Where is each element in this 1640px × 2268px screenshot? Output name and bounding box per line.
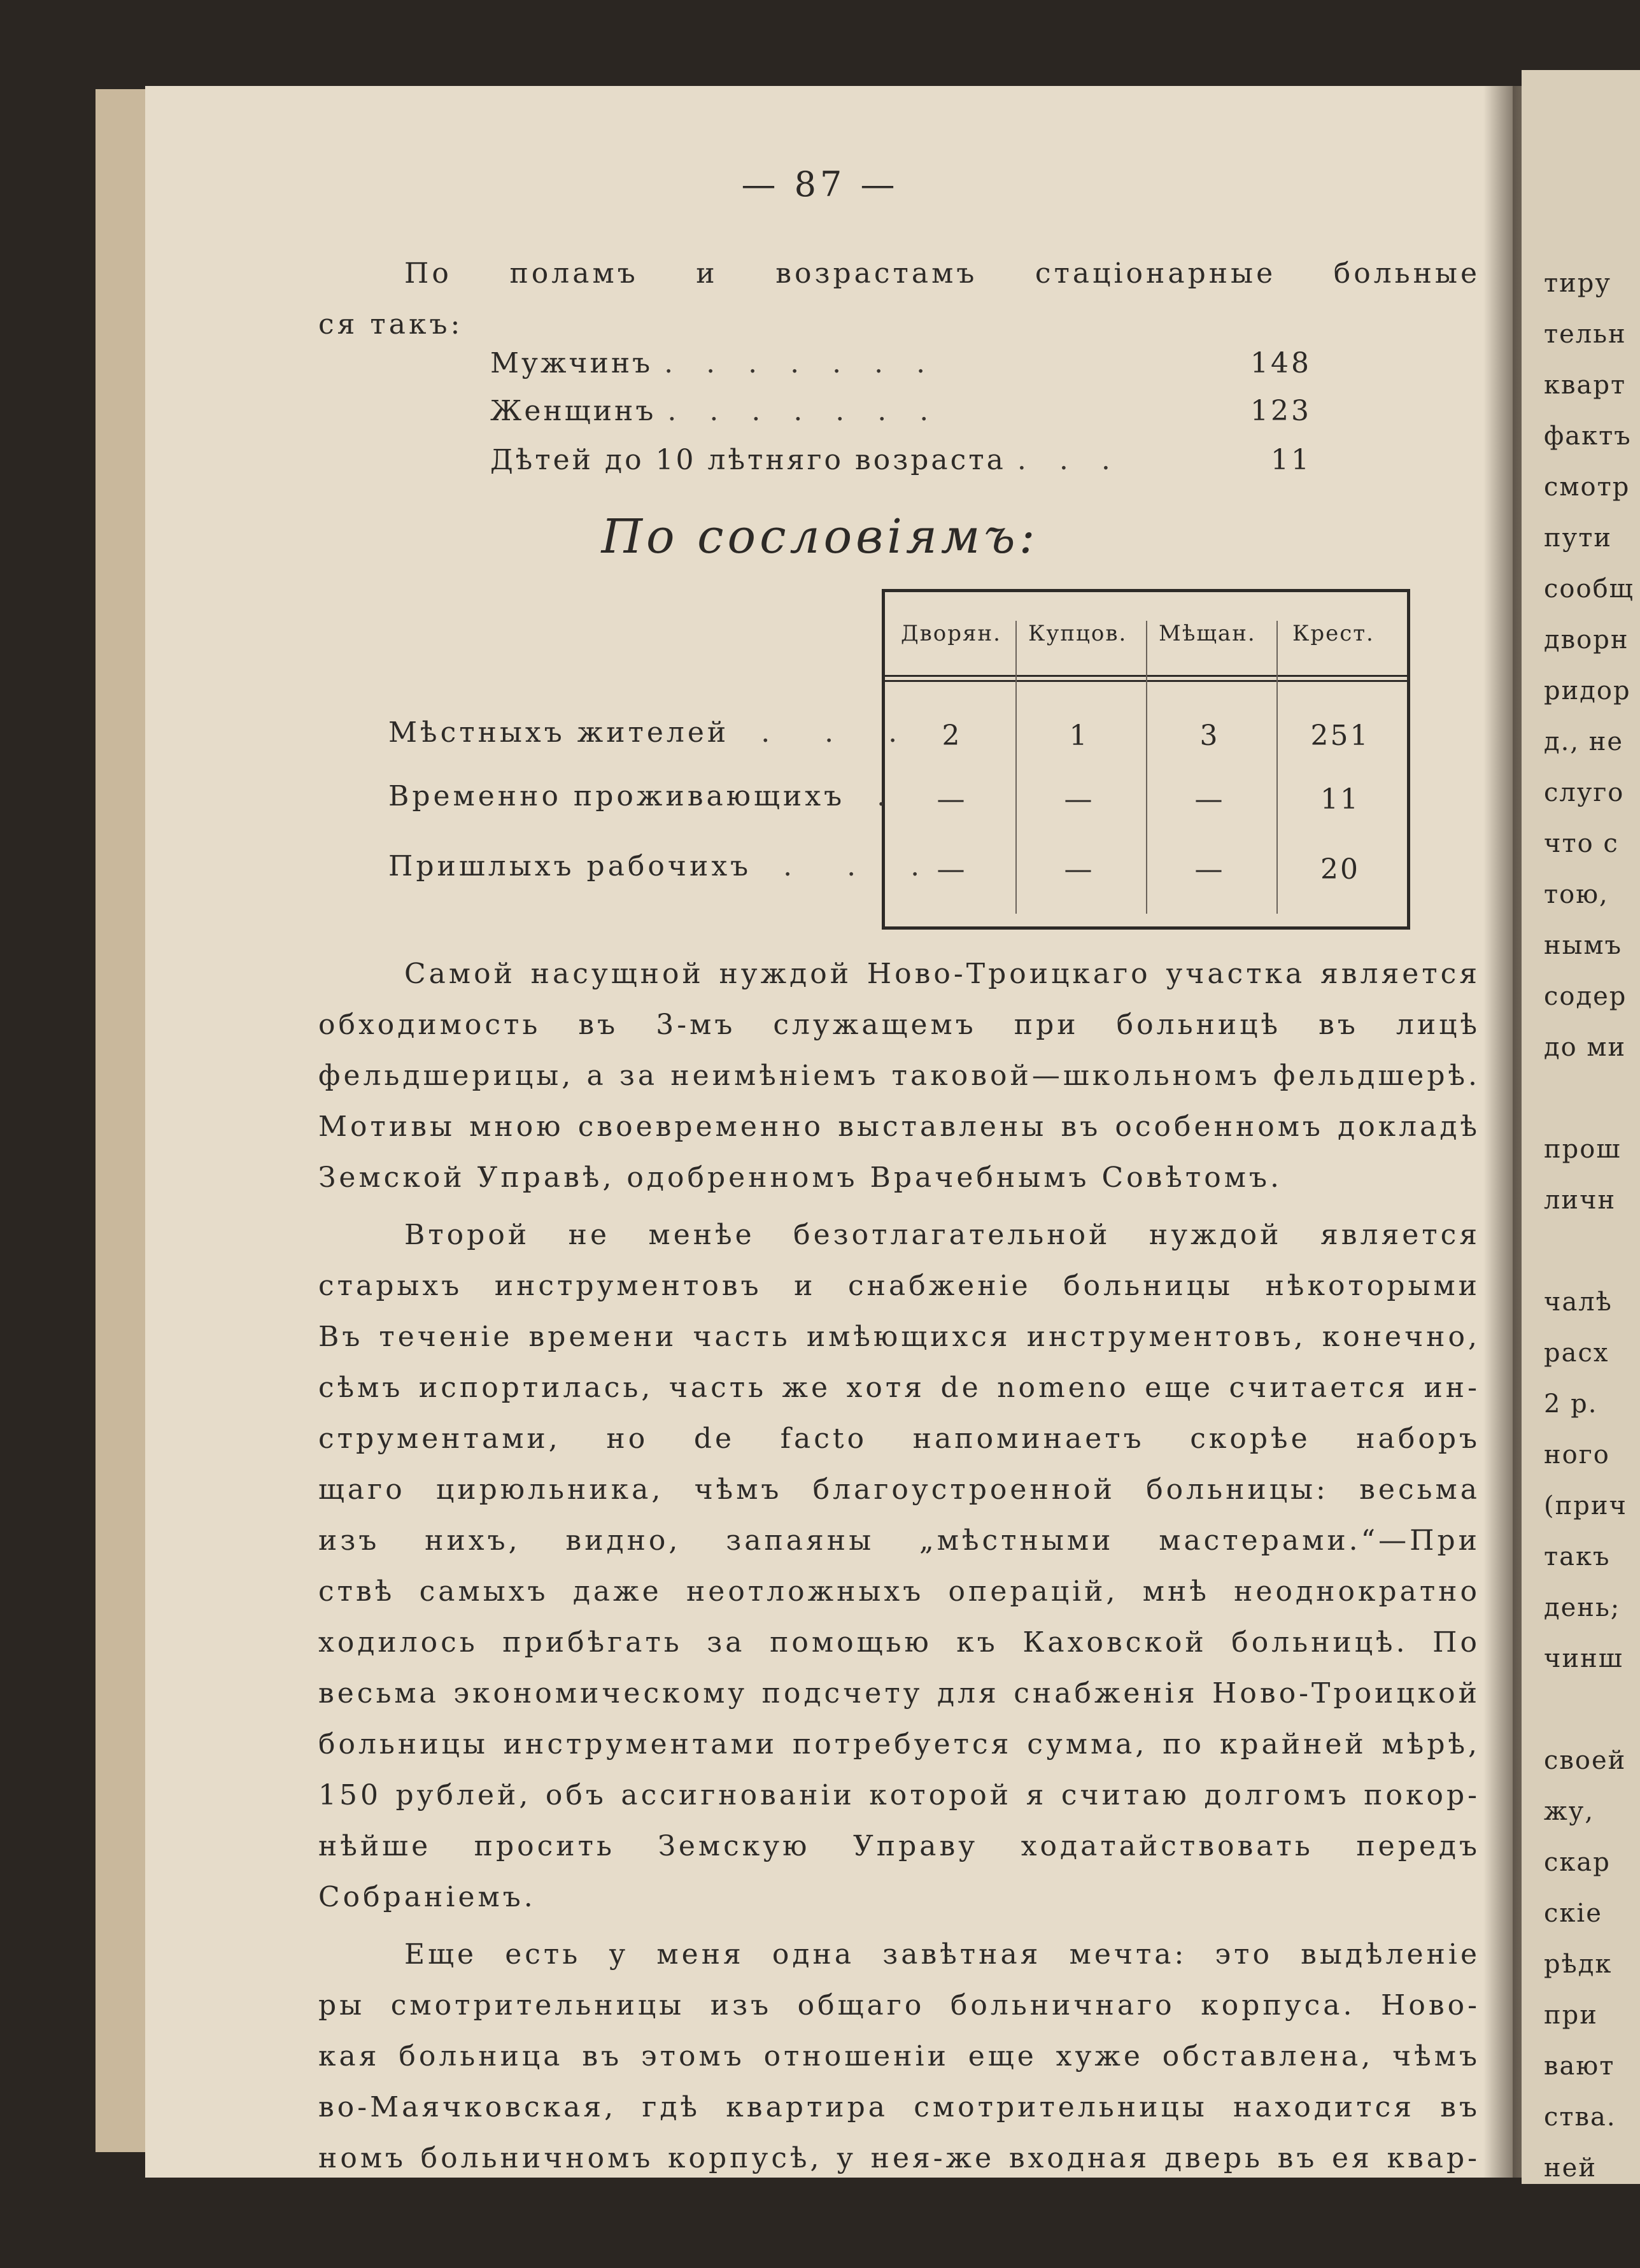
stats-value: 11: [1271, 444, 1311, 476]
paragraph-text: старыхъ инструментовъ и снабженіе больницы нѣкоторыми: [318, 1270, 1480, 1302]
paragraph-text: сѣмъ испортилась, часть же хотя de nomeno еще считается ин-: [318, 1371, 1480, 1404]
table-header: Крест.: [1292, 621, 1375, 646]
table-cell: —: [1194, 853, 1225, 886]
leader-dots: .......: [664, 347, 959, 379]
table-cell: —: [1194, 783, 1225, 816]
paragraph-text: щаго цирюльника, чѣмъ благоустроенной больницы: весьма: [318, 1473, 1480, 1506]
intro-line: [404, 248, 1480, 299]
section-heading: По сословіямъ:: [601, 509, 1039, 564]
paragraph-text: Второй не менѣе безотлагательной нуждой является: [404, 1219, 1480, 1251]
facing-page-fragment: жу,: [1544, 1797, 1595, 1826]
row-label-text: Временно проживающихъ: [388, 780, 845, 812]
facing-page-fragment: чинш: [1544, 1644, 1623, 1673]
facing-page-fragment: содер: [1544, 982, 1627, 1011]
facing-page-fragment: ридор: [1544, 676, 1631, 705]
facing-page-fragment: фактъ: [1544, 422, 1632, 451]
paragraph-line: [404, 1210, 1480, 1261]
facing-page-fragment: день;: [1544, 1593, 1621, 1622]
facing-page-fragment: чалѣ: [1544, 1287, 1613, 1317]
paragraph-line: [318, 1668, 1480, 1719]
facing-page-fragment: скар: [1544, 1848, 1611, 1877]
table-header: Дворян.: [901, 621, 1001, 646]
paragraph-text: Мотивы мною своевременно выставлены въ особенномъ докладѣ: [318, 1110, 1480, 1143]
facing-page-fragment: до ми: [1544, 1033, 1627, 1062]
book-edge: [95, 89, 146, 2152]
facing-page-fragment: нымъ: [1544, 931, 1623, 960]
table-header: Купцов.: [1028, 621, 1128, 646]
paragraph-line: [318, 1414, 1480, 1464]
table-cell: —: [1064, 783, 1094, 816]
paragraph-line: [318, 2133, 1480, 2184]
table-column-rule: [1015, 621, 1017, 914]
intro-line: ся такъ:: [318, 308, 463, 341]
paragraph-line: Собраніемъ.: [318, 1881, 536, 1913]
stats-label: Женщинъ: [490, 395, 656, 427]
facing-page-fragment: что с: [1544, 829, 1619, 858]
facing-page-fragment: личн: [1544, 1186, 1616, 1215]
paragraph-line: [318, 1051, 1480, 1102]
facing-page-fragment: сообщ: [1544, 574, 1634, 604]
table-cell: 1: [1069, 719, 1089, 752]
table-row-label: [388, 780, 908, 812]
paragraph-text: весьма экономическому подсчету для снабженія Ново-Троицкой: [318, 1677, 1480, 1710]
facing-page-fragment: кварт: [1544, 371, 1627, 400]
facing-page-fragment: тиру: [1544, 269, 1611, 298]
stats-label: Мужчинъ: [490, 347, 653, 379]
page-gutter-shadow: [1483, 86, 1522, 2178]
table-cell: 251: [1310, 719, 1370, 752]
table-column-rule: [1146, 621, 1147, 914]
leader-dots: . . .: [729, 716, 921, 749]
paragraph-line: [404, 949, 1480, 1000]
paragraph-line: [318, 1617, 1480, 1668]
facing-page-fragment: расх: [1544, 1338, 1609, 1368]
table-cell: —: [937, 853, 967, 886]
paragraph-line: [318, 1515, 1480, 1566]
table-row-label: [388, 716, 920, 749]
facing-page-fragment: ней: [1544, 2153, 1597, 2183]
facing-page-fragment: тельн: [1544, 320, 1627, 349]
table-cell: 11: [1320, 783, 1360, 816]
facing-page-fragment: ного: [1544, 1440, 1610, 1470]
paragraph-line: [318, 1261, 1480, 1312]
page-number: — 87 —: [741, 164, 899, 204]
paragraph-line: [318, 1363, 1480, 1414]
paragraph-text: изъ нихъ, видно, запаяны „мѣстными мастерами.“—При: [318, 1524, 1480, 1557]
paragraph-text: Въ теченіе времени часть имѣющихся инструментовъ, конечно,: [318, 1321, 1480, 1353]
facing-page-fragment: рѣдк: [1544, 1950, 1613, 1979]
facing-page-fragment: при: [1544, 2001, 1598, 2030]
paragraph-text: нѣйше просить Земскую Управу ходатайствовать передъ: [318, 1830, 1480, 1862]
stats-label: Дѣтей до 10 лѣтняго возраста: [490, 444, 1006, 476]
facing-page-fragment: ства.: [1544, 2102, 1616, 2132]
paragraph-text: во-Маячковская, гдѣ квартира смотрительницы находится въ: [318, 2091, 1480, 2123]
facing-page-fragment: скіе: [1544, 1899, 1602, 1928]
paragraph-text: Еще есть у меня одна завѣтная мечта: это выдѣленіе: [404, 1938, 1480, 1971]
stats-row: [490, 347, 1311, 379]
facing-page-fragment: такъ: [1544, 1542, 1611, 1571]
intro-text: По поламъ и возрастамъ стаціонарные больные: [404, 257, 1480, 290]
stats-row: [490, 444, 1311, 476]
leader-dots: . . .: [751, 850, 943, 882]
table-header: Мѣщан.: [1159, 621, 1256, 646]
facing-page-fragment: слуго: [1544, 778, 1625, 807]
table-cell: —: [1064, 853, 1094, 886]
facing-page-fragment: дворн: [1544, 625, 1629, 655]
paragraph-text: 150 рублей, объ ассигнованіи которой я считаю долгомъ покор-: [318, 1779, 1480, 1811]
table-column-rule: [1276, 621, 1278, 914]
paragraph-line: [318, 2082, 1480, 2133]
facing-page-fragment: (прич: [1544, 1491, 1627, 1520]
leader-dots: .......: [667, 395, 962, 427]
estate-table: [882, 589, 1410, 930]
table-cell: 2: [942, 719, 962, 752]
paragraph-line: [318, 1102, 1480, 1152]
paragraph-line: [318, 1464, 1480, 1515]
leader-dots: .: [845, 780, 909, 812]
table-cell: —: [937, 783, 967, 816]
table-row-label: [388, 850, 942, 882]
table-cell: 20: [1320, 853, 1360, 886]
row-label-text: Пришлыхъ рабочихъ: [388, 850, 752, 882]
paragraph-line: [318, 1719, 1480, 1770]
paragraph-line: [318, 1566, 1480, 1617]
table-cell: 3: [1199, 719, 1220, 752]
paragraph-line: [318, 1821, 1480, 1872]
paragraph-text: ходилось прибѣгать за помощью къ Каховской больницѣ. По: [318, 1626, 1480, 1659]
paragraph-text: Самой насущной нуждой Ново-Троицкаго участка является: [404, 958, 1480, 990]
paragraph-text: струментами, но de facto напоминаетъ скорѣе наборъ: [318, 1422, 1480, 1455]
paragraph-text: больницы инструментами потребуется сумма, по крайней мѣрѣ,: [318, 1728, 1480, 1761]
facing-page-fragment: д., не: [1544, 727, 1624, 756]
paragraph-line: [318, 2031, 1480, 2082]
facing-page-fragment: смотр: [1544, 472, 1630, 502]
paragraph-text: фельдшерицы, а за неимѣніемъ таковой—школьномъ фельдшерѣ.: [318, 1060, 1480, 1092]
paragraph-text: кая больница въ этомъ отношеніи еще хуже обставлена, чѣмъ: [318, 2040, 1480, 2073]
paragraph-line: [318, 1000, 1480, 1051]
facing-page-fragment: тою,: [1544, 880, 1609, 909]
facing-page-fragment: 2 р.: [1544, 1389, 1598, 1419]
row-label-text: Мѣстныхъ жителей: [388, 716, 730, 749]
paragraph-line: [318, 1770, 1480, 1821]
facing-page-fragment: вают: [1544, 2052, 1615, 2081]
paragraph-text: ры смотрительницы изъ общаго больничнаго корпуса. Ново-: [318, 1989, 1480, 2022]
paragraph-text: номъ больничномъ корпусѣ, у нея-же входная дверь въ ея квар-: [318, 2142, 1480, 2174]
facing-page-fragment: своей: [1544, 1746, 1627, 1775]
facing-page-fragment: прош: [1544, 1135, 1622, 1164]
paragraph-line: [404, 1929, 1480, 1980]
leader-dots: ...: [1017, 444, 1143, 476]
facing-page: [1522, 70, 1640, 2184]
paragraph-text: обходимость въ 3-мъ служащемъ при больницѣ въ лицѣ: [318, 1009, 1480, 1041]
stats-value: 148: [1250, 347, 1311, 379]
facing-page-fragment: пути: [1544, 523, 1612, 553]
stats-row: [490, 395, 1311, 427]
paragraph-line: [318, 1980, 1480, 2031]
paragraph-line: Земской Управѣ, одобренномъ Врачебнымъ Совѣтомъ.: [318, 1161, 1282, 1194]
paragraph-line: [318, 1312, 1480, 1363]
paragraph-text: ствѣ самыхъ даже неотложныхъ операцій, мнѣ неоднократно: [318, 1575, 1480, 1608]
stats-value: 123: [1250, 395, 1311, 427]
